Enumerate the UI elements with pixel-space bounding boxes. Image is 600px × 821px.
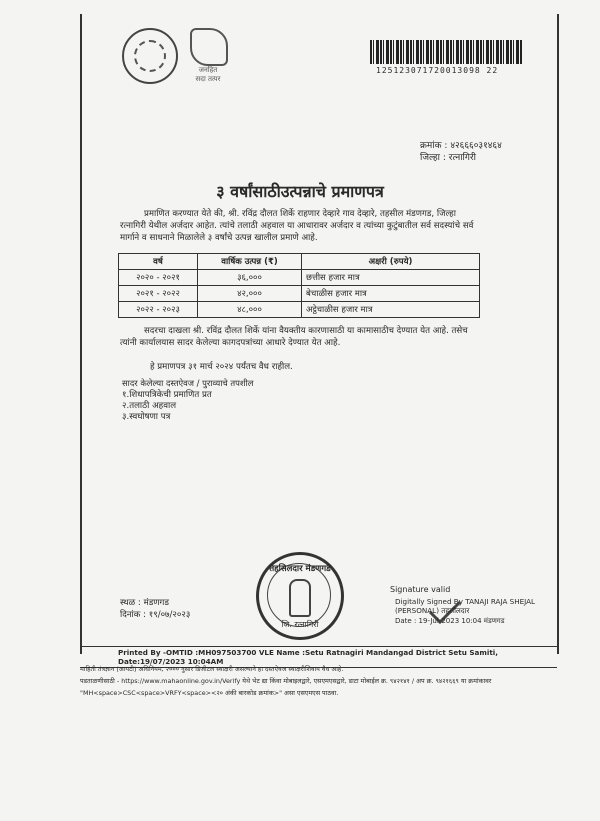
- district-label: जिल्हा :: [420, 153, 446, 163]
- table-row: [119, 270, 480, 286]
- district-value: रत्नागिरी: [448, 153, 476, 163]
- signature-date: Date : 19-Jul-2023 10:04 मंडणगड: [395, 617, 505, 625]
- attachments-heading: सादर केलेल्या दस्तऐवज / पुराव्याचे तपशील: [122, 378, 254, 388]
- place-line: [120, 596, 169, 608]
- place-label: स्थळ :: [120, 598, 141, 608]
- income-table: [118, 253, 480, 318]
- footer-line-1: माहिती तंत्रज्ञान (आयटी) अधिनियम, २००० नुसार डिजीटल स्वाक्षरी असल्याने हा दस्तऐवज स्वाक्षरीशिवाय वैध आहे.: [80, 665, 344, 673]
- signature-role: (PERSONAL) तहसीलदार: [395, 606, 470, 615]
- printed-by-line: Printed By -OMTID :MH097503700 VLE Name :Setu Ratnagiri Mandangad District Setu Samiti, Date:19/07/2023 10:04AM: [80, 646, 557, 668]
- row-words: बेचाळीस हजार मात्र: [302, 286, 480, 302]
- reference-value: ४२६६६०३१४६४: [450, 141, 502, 151]
- government-emblem-logo: [122, 28, 178, 84]
- barcode: [370, 40, 522, 64]
- date-value: १९/०७/२०२३: [148, 610, 191, 620]
- row-amount: ३६,०००: [198, 270, 302, 286]
- header-income: वार्षिक उत्पन्न (₹): [198, 254, 302, 270]
- row-year: २०२१ - २०२२: [119, 286, 198, 302]
- row-year: २०२० - २०२१: [119, 270, 198, 286]
- signature-valid: Signature valid: [390, 585, 451, 594]
- list-item: १.शिधापत्रिकेची प्रमाणित प्रत: [122, 390, 212, 400]
- reference-label: क्रमांक :: [420, 141, 448, 151]
- table-row: [119, 302, 480, 318]
- place-value: मंडणगड: [143, 598, 169, 608]
- header-year: वर्ष: [119, 254, 198, 270]
- footer-line-3: "MH<space>CSC<space>VRFY<space><२० अंकी बारकोड क्रमांक>" असा एसएमएस पाठवा.: [80, 689, 339, 697]
- intro-paragraph: प्रमाणित करण्यात येते की, श्री. रविंद्र दौलत शिर्के राहणार देव्हारे गाव देव्हारे, तहसील मंडणगड, जिल्हा रत्नागिरी येथील अर्जदार आहेत. त्यांचे तलाठी अहवाल या आधारावर अर्जदार व त्यांच्या कुटुंबातील सर्व सदस्यांचे सर्व मार्गाने व साधनाने मिळालेले ३ वर्षांचे उत्पन्न खालील प्रमाणे आहे.: [120, 209, 474, 243]
- list-item: २.तलाठी अहवाल: [122, 401, 177, 411]
- header-words: अक्षरी (रुपये): [302, 254, 480, 270]
- logo-caption-2: सदा तत्पर: [195, 75, 221, 83]
- table-header-row: [119, 254, 480, 270]
- district-line: [420, 150, 476, 163]
- tehsildar-seal: [256, 552, 344, 640]
- table-row: [119, 286, 480, 302]
- row-words: छत्तीस हजार मात्र: [302, 270, 480, 286]
- list-item: ३.स्वघोषणा पत्र: [122, 412, 171, 422]
- date-label: दिनांक :: [120, 610, 147, 620]
- mahaonline-logo: [186, 28, 230, 86]
- validity-statement: हे प्रमाणपत्र ३१ मार्च २०२४ पर्यंतच वैध राहील.: [150, 362, 293, 372]
- purpose-paragraph: सदरचा दाखला श्री. रविंद्र दौलत शिर्के यांना वैयक्तीय कारणासाठी या कामासाठीच देण्यात येत आहे. तसेच त्यांनी कार्यालयास सादर केलेल्या कागदपत्रांच्या आधारे देण्यात येत आहे.: [120, 326, 468, 348]
- barcode-number: 125123071720013098 22: [376, 66, 499, 75]
- certificate-title: ३ वर्षांसाठीउत्पन्नाचे प्रमाणपत्र: [216, 182, 384, 201]
- attachments-list: [122, 390, 212, 423]
- ashoka-emblem-icon: [289, 579, 311, 617]
- seal-bottom-text: जि. रत्नागिरी: [281, 620, 319, 629]
- row-amount: ४२,०००: [198, 286, 302, 302]
- logo-caption-1: जनहित: [198, 66, 218, 74]
- row-words: अट्ठेचाळीस हजार मात्र: [302, 302, 480, 318]
- row-year: २०२२ - २०२३: [119, 302, 198, 318]
- footer-line-2: पडताळणीसाठी - https://www.mahaonline.gov.in/Verify येथे भेट द्या किंवा मोबाइलद्वारे, एसएमएसद्वारे, डाटा मोबाईल क्र. ९४२१४१ / अप क्र. ९४२१६६९ या क्रमांकावर: [80, 677, 492, 685]
- digital-signature-block: [395, 597, 535, 615]
- signed-by: Digitally Signed By TANAJI RAJA SHEJAL: [395, 597, 536, 606]
- row-amount: ४८,०००: [198, 302, 302, 318]
- seal-top-text: तहसिलदार मंडणगड: [269, 564, 331, 574]
- date-line: [120, 608, 190, 620]
